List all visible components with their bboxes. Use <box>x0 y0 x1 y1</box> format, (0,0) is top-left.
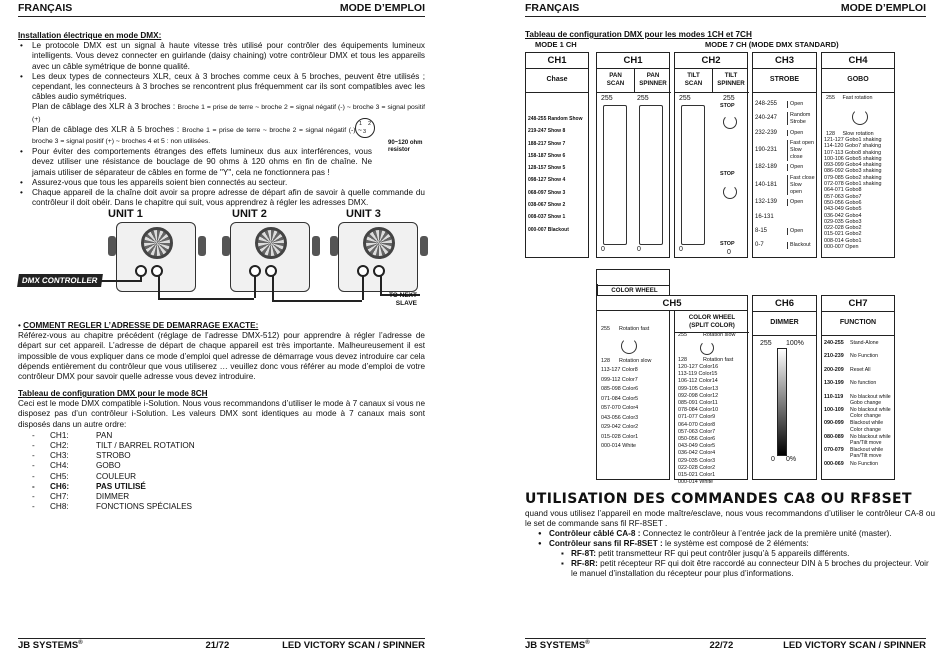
dmx-table-title: Tableau de configuration DMX pour les modes 1CH et 7CH <box>525 30 752 39</box>
color-row: 057-070 Color4 <box>601 405 639 411</box>
gobo-row: 086-092 Gobo3 shaking <box>824 168 882 175</box>
footer-rule <box>18 638 425 639</box>
right-page <box>475 0 950 654</box>
xlr-out-icon <box>265 265 277 277</box>
mode8-channel: CH7: <box>50 492 69 502</box>
function-range: 200-209 <box>824 366 844 373</box>
split-fast-text: Rotation fast <box>703 357 734 363</box>
split-color-row: 022-028 Color2 <box>678 464 716 471</box>
mode8-section <box>18 389 425 512</box>
ch1-pan-column: CH1 PAN SCAN PAN SPINNER 255 255 0 0 <box>596 52 670 258</box>
color-row: 015-028 Color1 <box>601 433 639 440</box>
split-slow-value: 255 <box>678 332 687 338</box>
ch1-chase-head: CH1 <box>526 53 588 69</box>
tilt-spinner-sub: TILT SPINNER <box>712 69 749 93</box>
gobo-row: 114-120 Gobo7 shaking <box>824 143 882 150</box>
install-title: Installation électrique en mode DMX: <box>18 31 162 40</box>
mode8-row <box>18 472 425 482</box>
util-sub-2: ▪ RF-8R: petit récepteur RF qui doit être raccordé au connecteur DIN à 5 broches du projecteur. Voir le manuel d’installation du récepteur pour plus d’informations. <box>525 559 935 579</box>
mode8-channel: CH5: <box>50 471 69 481</box>
function-rows <box>824 340 894 474</box>
address-title: COMMENT REGLER L’ADRESSE DE DEMARRAGE EXACTE: <box>23 321 259 330</box>
strobe-row <box>755 195 815 209</box>
color-row: 113-127 Color8 <box>601 367 638 373</box>
function-row <box>824 461 894 474</box>
split-color-row: 036-042 Color4 <box>678 450 716 457</box>
ch5-head: CH5 <box>596 295 748 311</box>
knob-icon <box>108 236 116 256</box>
util-section <box>525 509 935 579</box>
function-row <box>824 367 894 380</box>
strobe-range: 140-181 <box>755 181 778 188</box>
install-bullet-3: • Pour éviter des comportements étranges des effets lumineux dus aux interférences, vous devez utiliser une résistance de bouclage de 90 ohms à 120 ohms en fin de chaîne. Ne jamais utiliser de séparateur de câbles en forme de "Y", cela ne fonctionnera pas ! <box>18 147 425 178</box>
dmx-cable <box>254 276 256 298</box>
function-desc: No blackout while Gobo change <box>850 393 891 406</box>
color-row: 029-042 Color2 <box>601 424 639 430</box>
ch6-dimmer-column: CH6 DIMMER 255 100% 0 0% <box>752 295 817 480</box>
gobo-row: 015-021 Gobo2 <box>824 231 862 238</box>
mode8-row <box>18 492 425 502</box>
mode8-row <box>18 431 425 441</box>
strobe-row <box>755 175 815 195</box>
split-slow-label <box>678 332 735 339</box>
split-color-row: 057-063 Color7 <box>678 428 716 435</box>
header-title: MODE D’EMPLOI <box>339 2 425 14</box>
ch7-function-column: CH7 FUNCTION 240-255 Stand-Alone 210-239 No Function 200-209 Reset All 130-199 No function 110-119 No blackout while Gobo change 100-109 No blackout while Color change 090-099 Blackout while Color change 080-089 No blackout while Pan/Tilt move 070-079 Blackout while Pan/Tilt move 000-069 No Function <box>821 295 895 480</box>
split-slow-text: Rotation slow <box>703 332 736 338</box>
footer-product: LED VICTORY SCAN / SPINNER <box>783 640 926 651</box>
color-normal-rows <box>601 366 638 452</box>
color-row: 043-056 Color3 <box>601 414 639 421</box>
xlr3-lead: Plan de câblage des XLR à 3 broches : <box>32 102 176 112</box>
gobo-row: 093-099 Gobo4 shaking <box>824 162 882 169</box>
strobe-desc: Open <box>787 199 815 206</box>
fan-icon <box>255 227 287 259</box>
function-desc: Blackout while Pan/Tilt move <box>850 447 884 460</box>
rotation-icon <box>621 338 637 354</box>
mode8-function: TILT / BARREL ROTATION <box>96 441 195 451</box>
footer-brand: JB SYSTEMS <box>18 640 79 652</box>
gobo-row: 000-007 Open <box>824 244 859 251</box>
function-range: 080-089 <box>824 433 844 440</box>
util-bullet-1: ● Contrôleur câblé CA-8 : Connectez le contrôleur à l’entrée jack de la première unité (master). <box>525 529 935 539</box>
util-sub-1: ▪ RF-8T: petit transmetteur RF qui peut contrôler jusqu’à 5 appareils différents. <box>525 549 935 559</box>
ch2-tilt-column: CH2 TILT SCAN TILT SPINNER 255 255 0 STOP STOP STOP 0 <box>674 52 748 258</box>
xlr5-lead: Plan de câblage des XLR à 5 broches : <box>32 124 180 134</box>
function-row <box>824 407 894 420</box>
rotation-icon <box>852 109 868 125</box>
page-header <box>525 2 926 15</box>
xlr5-pins: Broche 1 = prise de terre ~ broche 2 = signal négatif (-) ~ broche 3 = signal positif (+) ~ broches 4 et 5 : non utilisées. <box>32 126 362 146</box>
util-bullet-2: ● Contrôleur sans fil RF-8SET : le système est composé de 2 éléments: <box>525 539 935 549</box>
knob-icon <box>198 236 206 256</box>
footer-rule <box>525 638 926 639</box>
mode8-title: Tableau de configuration DMX pour le mode 8CH <box>18 389 208 398</box>
dimmer-gradient <box>777 348 787 456</box>
mode8-channel: CH6: <box>50 481 70 491</box>
address-text: Référez-vous au chapitre précédent (réglage de l’adresse DMX-512) pour apprendre à régler l’adresse de départ sur cet appareil. L’adresse de départ de chaque appareil est très importante. Malheureusement il est impossible de vous expliquer dans ce mode d’emploi quel adresse de démarrage vous devez introduire car cela dépends entièrement du contrôleur que vous utiliserez … veuillez donc vous référer au mode d’emploi de votre contrôleur DMX pour savoir quelle adresse vous devez introduire. <box>18 331 425 382</box>
function-range: 100-109 <box>824 406 844 413</box>
util-title: UTILISATION DES COMMANDES CA8 OU RF8SET <box>525 491 912 507</box>
function-row <box>824 434 894 447</box>
gobo-row: 029-035 Gobo3 <box>824 218 862 225</box>
mode8-row <box>18 451 425 461</box>
function-row <box>824 340 894 353</box>
dmx-controller-label: DMX CONTROLLER <box>17 274 102 287</box>
strobe-row <box>755 224 815 238</box>
ch4-gobo-column: CH4 GOBO 255 Fast rotation 128 Slow rotation 121-127 Gobo1 shaking 114-120 Gobo7 shaking 107-113 Gobo8 shaking 100-106 Gobo5 shaking 093-099 Gobo4 shaking 086-092 Gobo3 shaking 079-085 Gobo2 shaking 072-078 Gobo1 shaking 064-071 Gobo8 057-063 Gobo7 050-056 Gobo6 043-049 Gobo5 036-042 Gobo4 029-035 Gobo3 022-028 Gobo2 015-021 Gobo2 008-014 Gobo1 000-007 Open <box>821 52 895 258</box>
color-split-sub: COLOR WHEEL (SPLIT COLOR) <box>675 311 749 333</box>
split-color-row: 085-091 Color11 <box>678 400 718 407</box>
mode8-row <box>18 502 425 512</box>
function-row <box>824 447 894 460</box>
knob-icon <box>420 236 428 256</box>
mode-1ch-label: MODE 1 CH <box>535 40 577 49</box>
split-color-row: 120-127 Color16 <box>678 364 719 370</box>
knob-icon <box>330 236 338 256</box>
color-row: 099-112 Color7 <box>601 376 638 383</box>
split-fast-value: 128 <box>678 357 687 363</box>
address-section: • COMMENT REGLER L’ADRESSE DE DEMARRAGE EXACTE: Référez-vous au chapitre précédent (réglage de l’adresse DMX-512) pour apprendre à régler l’adresse de départ sur cet appareil. L’adresse de départ de chaque appareil est très importante. Malheureusement il est impossible de vous expliquer dans ce mode d’emploi quel adresse de démarrage vous devez introduire car cela dépends entièrement du contrôleur que vous utiliserez … veuillez donc vous référer au mode d’emploi de votre contrôleur DMX pour savoir quelle adresse vous devez introduire. <box>18 321 425 382</box>
unit-3-fixture <box>338 222 418 292</box>
gobo-row: 022-028 Gobo2 <box>824 225 862 232</box>
page-footer: JB SYSTEMS® 21/72 LED VICTORY SCAN / SPINNER <box>18 640 425 652</box>
install-bullet-4: • Assurez-vous que tous les appareils soient bien connectés au secteur. <box>18 178 425 188</box>
strobe-range: 8-15 <box>755 227 768 234</box>
split-color-row: 029-035 Color3 <box>678 457 716 464</box>
function-desc: Stand-Alone <box>850 340 879 346</box>
function-range: 110-119 <box>824 393 844 400</box>
color-normal-sub: COLOR WHEEL <box>597 284 671 306</box>
chase-row: 038-067 Show 2 <box>528 202 566 209</box>
chase-row: 248-255 Random Show <box>528 116 583 122</box>
chase-row: 008-037 Show 1 <box>528 214 566 221</box>
chase-row: 219-247 Show 8 <box>528 128 566 135</box>
mode8-function: GOBO <box>96 461 121 471</box>
mode8-row <box>18 441 425 451</box>
function-desc: No blackout while Pan/Tilt move <box>850 433 891 446</box>
ch5-color-normal-column: COLOR WHEEL 255 Rotation fast 128 Rotation slow 113-127 Color8 099-112 Color7 085-098 Color6 071-084 Color5 057-070 Color4 043-056 Color3 029-042 Color2 015-028 Color1 000-014 White <box>596 269 670 480</box>
page-header <box>18 2 425 15</box>
chase-sub: Chase <box>526 69 588 93</box>
mode8-dash: - <box>32 461 35 471</box>
strobe-range: 190-231 <box>755 146 778 153</box>
chase-row: 098-127 Show 4 <box>528 177 566 184</box>
gobo-row: 036-042 Gobo4 <box>824 212 862 219</box>
strobe-range: 232-239 <box>755 129 778 136</box>
dmx-cable <box>158 298 254 300</box>
mode8-function: FONCTIONS SPÉCIALES <box>96 502 192 512</box>
split-color-row: 092-098 Color12 <box>678 392 719 399</box>
header-rule <box>525 16 926 17</box>
unit-3-label: UNIT 3 <box>346 208 381 220</box>
chase-row: 068-097 Show 3 <box>528 189 566 196</box>
mode8-function: STROBO <box>96 451 131 461</box>
fan-icon <box>141 227 173 259</box>
gobo-row: 079-085 Gobo2 shaking <box>824 174 882 181</box>
pan-spinner-bar <box>639 105 663 245</box>
strobe-desc: Blackout <box>787 242 815 249</box>
strobe-desc: Open <box>787 228 815 235</box>
gobo-row: 121-127 Gobo1 shaking <box>824 137 882 143</box>
strobe-row <box>755 210 815 224</box>
ch3-head: CH3 <box>753 53 816 69</box>
strobe-desc: Open <box>787 101 815 108</box>
mode8-function: DIMMER <box>96 492 130 502</box>
function-range: 210-239 <box>824 353 844 360</box>
strobe-desc: Fast close Slow open <box>787 175 815 195</box>
gobo-row: 064-071 Gobo8 <box>824 187 862 194</box>
dmx-cable <box>272 276 274 300</box>
strobe-range: 248-255 <box>755 100 778 107</box>
mode8-function: PAN <box>96 430 113 440</box>
mode8-function: COULEUR <box>96 471 137 481</box>
unit-2-fixture <box>230 222 310 292</box>
color-split-rows <box>678 332 735 486</box>
strobe-desc: Open <box>787 130 815 137</box>
split-color-row: 078-084 Color10 <box>678 407 719 414</box>
split-color-row: 000-014 White <box>678 479 714 486</box>
install-bullet-2a: Les deux types de connecteurs XLR, ceux à 3 broches comme ceux à 5 broches, peuvent être utilisés ; cependant, les connecteurs à 3 broches se rencontrent plus fréquemment car ils sont compatibles avec les câbles audio symétriques. <box>32 71 425 102</box>
mode-7ch-label: MODE 7 CH (MODE DMX STANDARD) <box>705 40 839 49</box>
function-desc: No blackout while Color change <box>850 406 891 420</box>
mode8-dash: - <box>32 492 35 502</box>
mode8-channel: CH2: <box>50 441 69 451</box>
xlr-out-icon <box>151 265 163 277</box>
strobe-desc: Open <box>787 164 815 171</box>
rotation-icon <box>723 115 737 129</box>
xlr-out-icon <box>373 265 385 277</box>
function-row <box>824 380 894 393</box>
ch2-head: CH2 <box>675 53 747 69</box>
function-desc: No function <box>850 380 877 387</box>
footer-page-number: 21/72 <box>205 640 230 651</box>
mode8-channel: CH1: <box>50 430 69 440</box>
mode8-channel: CH4: <box>50 461 69 471</box>
gobo-row: 107-113 Gobo8 shaking <box>824 149 882 156</box>
xlr3-pins: Broche 1 = prise de terre ~ broche 2 = signal négatif (-) ~ broche 3 = signal positif (+) <box>32 104 425 123</box>
unit-1-label: UNIT 1 <box>108 208 143 220</box>
function-desc: Blackout while Color change <box>850 420 884 433</box>
mode8-channel-list <box>18 431 425 513</box>
dmx-cable <box>158 276 160 298</box>
fan-icon <box>363 227 395 259</box>
strobe-row <box>755 161 815 175</box>
install-bullet-1: • Le protocole DMX est un signal à haute vitesse très utilisé pour contrôler des équipements lumineux intelligents. Vous devez connecter en guirlande (daisy chaining) votre contrôleur DMX et tous les appareils avec un câble symétrique de bonne qualité. <box>18 41 425 72</box>
xlr-connector-icon: 1 2 3 <box>355 118 375 138</box>
footer-page-number: 22/72 <box>709 640 734 651</box>
gobo-rows <box>824 137 882 250</box>
chase-row: 128-157 Show 5 <box>528 165 566 172</box>
unit-2-label: UNIT 2 <box>232 208 267 220</box>
knob-icon <box>222 236 230 256</box>
gobo-row: 050-056 Gobo6 <box>824 199 862 206</box>
color-row: 071-084 Color5 <box>601 395 639 402</box>
mode8-dash: - <box>32 451 35 461</box>
knob-icon <box>312 236 320 256</box>
split-fast-label <box>678 357 735 364</box>
dmx-cable <box>272 300 362 302</box>
header-rule <box>18 16 425 17</box>
rotation-icon <box>723 185 737 199</box>
function-range: 240-255 <box>824 340 844 346</box>
mode8-row <box>18 482 425 492</box>
mode8-dash: - <box>32 471 35 481</box>
pan-spinner-sub: PAN SPINNER <box>634 69 671 93</box>
gobo-row: 072-078 Gobo1 shaking <box>824 181 882 188</box>
strobe-row <box>755 97 815 111</box>
gobo-row: 100-106 Gobo5 shaking <box>824 155 882 162</box>
header-language: FRANÇAIS <box>18 2 73 14</box>
ch1-head: CH1 <box>597 53 669 69</box>
strobe-row <box>755 126 815 140</box>
mode8-dash: - <box>32 502 35 512</box>
install-bullet-5: • Chaque appareil de la chaîne doit avoir sa propre adresse de départ afin de savoir à quelle commande du contrôleur il doit obéir. Dans le chapitre qui suit, vous apprendrez à régler les adresses DMX. <box>18 188 425 208</box>
split-color-row: 064-070 Color8 <box>678 421 716 428</box>
chase-row: 158-187 Show 6 <box>528 152 566 159</box>
page-footer: JB SYSTEMS® 22/72 LED VICTORY SCAN / SPINNER <box>525 640 926 652</box>
function-row <box>824 353 894 366</box>
function-row <box>824 394 894 407</box>
chase-row: 188-217 Show 7 <box>528 140 566 147</box>
ch3-strobe-column: CH3 STROBE 248-255 Open 240-247 Random Strobe 232-239 Open 190-231 Fast open Slow close 182-189 Open 140-181 Fast close Slow open 132-139 Open 16-131 8-15 Open 0-7 Blackout <box>752 52 817 258</box>
mode8-row <box>18 461 425 471</box>
mode8-text: Ceci est le mode DMX compatible i-Solution. Nous vous recommandons d’utiliser le mode à 7 canaux si vous ne disposez pas d’un contrôleur i-Solution. Les valeurs DMX sont identiques au mode à 7 canaux mais sont disposés dans un autre ordre: <box>18 399 425 429</box>
chase-rows <box>528 113 582 236</box>
resistor-label: 90~120 ohm resistor <box>388 140 423 153</box>
strobe-row <box>755 111 815 125</box>
dmx-cable <box>380 276 382 294</box>
function-desc: No Function <box>850 353 878 360</box>
chase-row: 000-007 Blackout <box>528 226 569 233</box>
mode8-function: PAS UTILISÉ <box>96 481 146 491</box>
split-color-row: 113-119 Color15 <box>678 371 718 378</box>
strobe-range: 240-247 <box>755 115 778 122</box>
util-list <box>525 529 935 549</box>
split-color-row: 106-112 Color14 <box>678 378 718 385</box>
ch7-head: CH7 <box>822 296 894 312</box>
ch4-head: CH4 <box>822 53 894 69</box>
footer-product: LED VICTORY SCAN / SPINNER <box>282 640 425 651</box>
function-desc: Reset All <box>850 366 871 373</box>
function-range: 000-069 <box>824 460 844 467</box>
gobo-row: 043-049 Gobo5 <box>824 206 862 213</box>
split-color-row: 071-077 Color9 <box>678 414 716 421</box>
split-color-row: 043-049 Color5 <box>678 443 716 450</box>
footer-brand: JB SYSTEMS <box>525 640 586 652</box>
tilt-scan-bar <box>681 105 705 245</box>
mode8-channel: CH3: <box>50 451 69 461</box>
pan-scan-bar <box>603 105 627 245</box>
strobe-desc: Fast open Slow close <box>787 140 815 160</box>
split-color-row: 015-021 Color1 <box>678 472 716 479</box>
tilt-scan-sub: TILT SCAN <box>675 69 712 93</box>
ch6-head: CH6 <box>753 296 816 312</box>
dmx-cable <box>362 276 364 300</box>
split-color-row: 050-056 Color6 <box>678 436 716 443</box>
header-language: FRANÇAIS <box>525 2 580 14</box>
color-row: 085-098 Color6 <box>601 386 639 392</box>
function-range: 130-199 <box>824 380 844 387</box>
function-desc: No Function <box>850 460 878 467</box>
strobe-range: 0-7 <box>755 242 764 249</box>
function-row <box>824 420 894 433</box>
split-color-row: 099-105 Color13 <box>678 385 719 392</box>
mode8-dash: - <box>32 441 35 451</box>
rotation-icon <box>700 341 714 355</box>
strobe-row <box>755 239 815 253</box>
mode8-dash: - <box>32 481 35 491</box>
strobe-rows <box>755 97 815 253</box>
strobe-range: 132-139 <box>755 199 778 206</box>
dmx-chain-diagram <box>18 208 425 316</box>
dmx-cable <box>140 276 142 282</box>
gobo-row: 008-014 Gobo1 <box>824 237 862 244</box>
strobe-row <box>755 140 815 160</box>
util-sublist <box>525 549 935 579</box>
gobo-row: 057-063 Gobo7 <box>824 193 862 200</box>
strobe-range: 16-131 <box>755 213 774 220</box>
util-intro: quand vous utilisez l’appareil en mode maître/esclave, nous vous recommandons d’utiliser le contrôleur CA-8 ou le set de commande sans fil RF-8SET . <box>525 509 935 528</box>
strobe-range: 182-189 <box>755 164 778 171</box>
mode8-channel: CH8: <box>50 502 69 512</box>
header-title: MODE D’EMPLOI <box>840 2 926 14</box>
color-row: 000-014 White <box>601 443 637 449</box>
function-range: 070-079 <box>824 447 844 454</box>
pan-scan-sub: PAN SCAN <box>597 69 634 93</box>
strobe-desc: Random Strobe <box>787 112 815 126</box>
function-range: 090-099 <box>824 420 844 427</box>
mode8-dash: - <box>32 430 35 440</box>
to-next-slave-label: TO NEXT SLAVE <box>388 292 417 307</box>
ch1-chase-column <box>525 52 589 258</box>
